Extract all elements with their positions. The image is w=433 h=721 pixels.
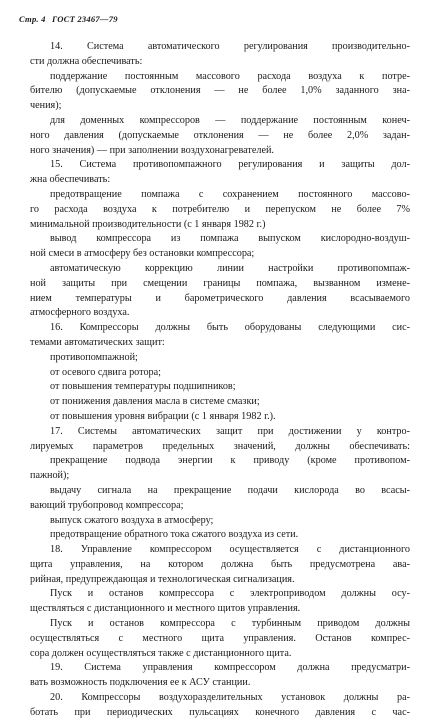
text-line: ной защиты при смещении границы помпажа, вызванном измене-	[30, 277, 410, 289]
text-line: от осевого сдвига ротора;	[50, 366, 161, 378]
text-line: поддержание постоянным массового расхода воздуха к потре-	[50, 70, 410, 82]
text-line: предотвращение помпажа с сохранением постоянного массово-	[50, 188, 410, 200]
text-line: от понижения давления масла в системе смазки;	[50, 396, 260, 408]
text-line: выдачу сигнала на прекращение подачи кислорода во всасы-	[50, 484, 410, 496]
text-line: пажной);	[30, 470, 70, 482]
text-line: рийная, предупреждающая и технологическая сигнализация.	[30, 573, 295, 585]
text-line: 19. Система управления компрессором должна предусматри-	[50, 662, 410, 674]
text-line: го расхода воздуха к потребителю и перепуском не более 7%	[30, 203, 410, 215]
text-line: нием температуры и барометрического давления всасываемого	[30, 292, 410, 304]
text-line: лируемых параметров предельных значений, должны обеспечивать:	[30, 440, 410, 452]
text-line: прекращение подвода энергии к приводу (кроме противопом-	[50, 455, 410, 467]
text-line: противопомпажной;	[50, 351, 138, 363]
text-line: 15. Система противопомпажного регулирования и защиты дол-	[50, 159, 410, 171]
text-line: атмосферного воздуха.	[30, 307, 130, 319]
page-header	[19, 14, 122, 24]
text-line: сти должна обеспечивать:	[30, 55, 143, 67]
text-line: ботать при периодических пульсациях конечного давления с час-	[30, 706, 410, 718]
text-line: 18. Управление компрессором осуществляется с дистанционного	[50, 544, 410, 556]
text-line: автоматическую коррекцию линии настройки противопомпаж-	[50, 262, 410, 274]
text-line: 17. Системы автоматических защит при достижении у контро-	[50, 425, 410, 437]
text-line: осуществляться с местного щита управления. Останов компрес-	[30, 632, 410, 644]
text-line: бителю (допускаемые отклонения — не более 1,0% заданного зна-	[30, 85, 410, 97]
text-line: от повышения температуры подшипников;	[50, 381, 236, 393]
document-body	[30, 40, 410, 721]
text-line: жна обеспечивать:	[30, 174, 111, 186]
text-line: вать возможность подключения ее к АСУ станции.	[30, 677, 251, 689]
text-line: сора должен осуществляться также с дистанционного щита.	[30, 647, 292, 659]
text-line: выпуск сжатого воздуха в атмосферу;	[50, 514, 214, 526]
text-line: ного значения) — при заполнении воздухонагревателей.	[30, 144, 274, 156]
text-line: темами автоматических защит:	[30, 336, 165, 348]
standard-number: ГОСТ 23467—79	[52, 14, 118, 24]
text-line: ществляться с дистанционного и местного щитов управления.	[30, 603, 301, 615]
text-line: ного давления (допускаемые отклонения — не более 2,0% задан-	[30, 129, 410, 141]
page-label: Стр. 4	[19, 14, 46, 24]
text-line: для доменных компрессоров — поддержание постоянным конеч-	[50, 114, 410, 126]
text-line: вающий трубопровод компрессора;	[30, 499, 184, 511]
text-line: вывод компрессора из помпажа выпуском кислородно-воздуш-	[50, 233, 410, 245]
text-line: чения);	[30, 100, 62, 112]
text-line: минимальной производительности (с 1 января 1982 г.)	[30, 218, 266, 230]
text-line: ной смеси в атмосферу без остановки компрессора;	[30, 248, 255, 260]
text-line: 16. Компрессоры должны быть оборудованы следующими сис-	[50, 322, 410, 334]
text-line: предотвращение обратного тока сжатого воздуха из сети.	[50, 529, 299, 541]
text-line: Пуск и останов компрессора с электроприводом должны осу-	[50, 588, 410, 600]
text-line: Пуск и останов компрессора с турбинным приводом должны	[50, 618, 410, 630]
text-line: щита управления, на котором должна быть предусмотрена ава-	[30, 558, 410, 570]
text-line: от повышения уровня вибрации (с 1 января 1982 г.).	[50, 410, 276, 422]
text-line: 20. Компрессоры воздухоразделительных установок должны ра-	[50, 692, 410, 704]
text-line: 14. Система автоматического регулирования производительно-	[50, 41, 410, 52]
